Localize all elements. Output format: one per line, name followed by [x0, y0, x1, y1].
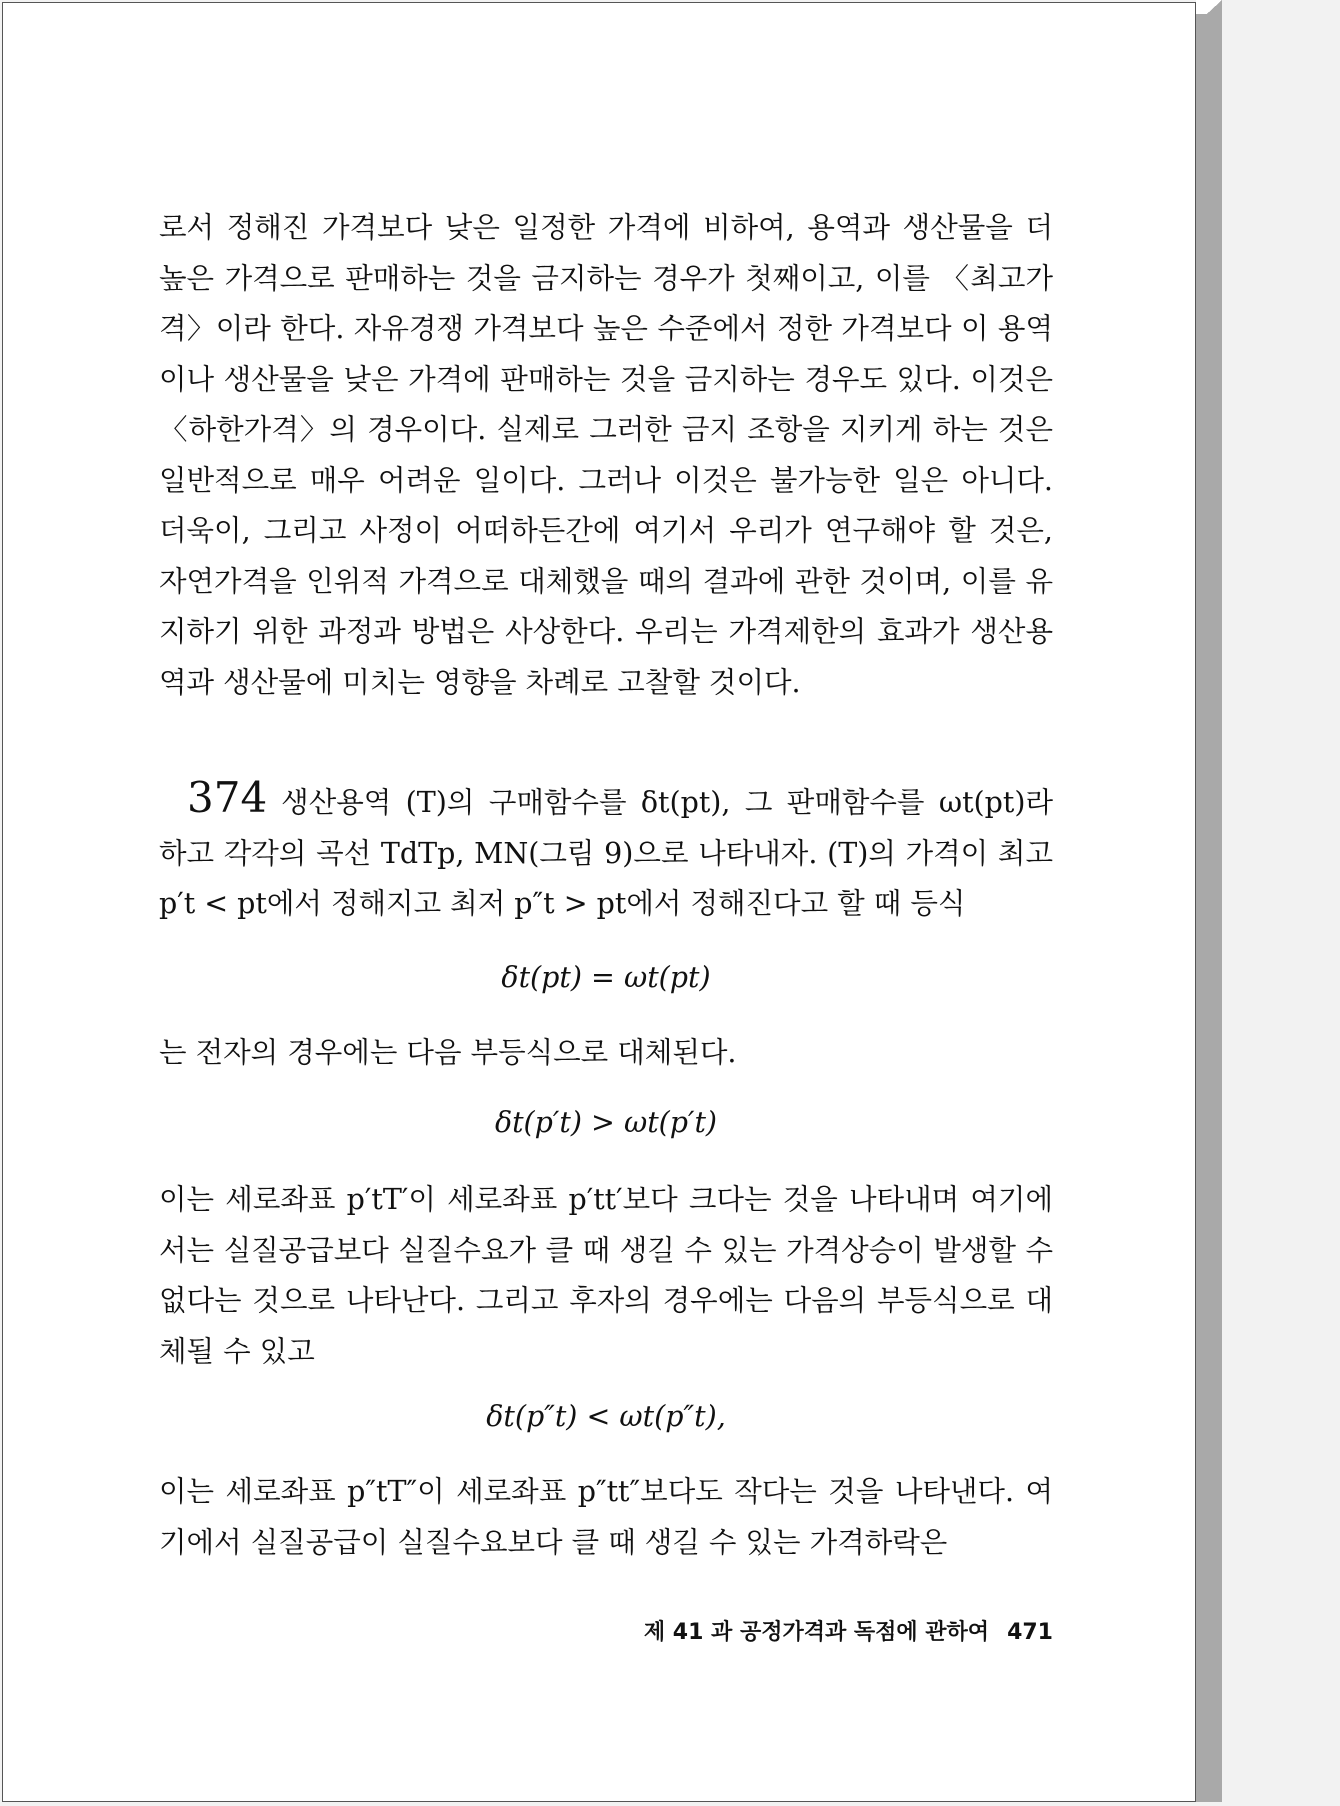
page-shadow	[1196, 14, 1222, 1802]
section-number: 374	[187, 773, 268, 822]
paragraph-3: 이는 세로좌표 p′tT′이 세로좌표 p′tt′보다 크다는 것을 나타내며 여기에서는 실질공급보다 실질수요가 클 때 생길 수 있는 가격상승이 발생할 수 없다는 것으로 나타난다. 그리고 후자의 경우에는 다음의 부등식으로 대체될 수 있고	[159, 1183, 1053, 1368]
page-footer	[159, 1615, 1053, 1651]
paragraph-374	[159, 773, 1053, 930]
running-chapter-title: 제 41 과 공정가격과 독점에 관하여	[643, 1620, 990, 1645]
paragraph-374-text: 생산용역 (T)의 구매함수를 δt(pt), 그 판매함수를 ωt(pt)라 하고 각각의 곡선 TdTp, MN(그림 9)으로 나타내자. (T)의 가격이 최고 p′t < pt에서 정해지고 최저 p″t > pt에서 정해진다고 할 때 등식	[159, 786, 1053, 920]
equation-1: δt(pt) = ωt(pt)	[501, 961, 711, 994]
equation-2: δt(p′t) > ωt(p′t)	[494, 1106, 718, 1139]
paragraph-1: 로서 정해진 가격보다 낮은 일정한 가격에 비하여, 용역과 생산물을 더 높은 가격으로 판매하는 것을 금지하는 경우가 첫째이고, 이를 〈최고가격〉이라 한다. 자유경쟁 가격보다 높은 수준에서 정한 가격보다 이 용역이나 생산물을 낮은 가격에 판매하는 것을 금지하는 경우도 있다. 이것은 〈하한가격〉의 경우이다. 실제로 그러한 금지 조항을 지키게 하는 것은 일반적으로 매우 어려운 일이다. 그러나 이것은 불가능한 일은 아니다. 더욱이, 그리고 사정이 어떠하든간에 여기서 우리가 연구해야 할 것은, 자연가격을 인위적 가격으로 대체했을 때의 결과에 관한 것이며, 이를 유지하기 위한 과정과 방법은 사상한다. 우리는 가격제한의 효과가 생산용역과 생산물에 미치는 영향을 차례로 고찰할 것이다.	[159, 211, 1053, 699]
page-number: 471	[1007, 1620, 1053, 1645]
text-after-equation-1: 는 전자의 경우에는 다음 부등식으로 대체된다.	[159, 1036, 737, 1069]
equation-3: δt(p″t) < ωt(p″t),	[486, 1400, 726, 1433]
paragraph-4: 이는 세로좌표 p″tT″이 세로좌표 p″tt″보다도 작다는 것을 나타낸다. 여기에서 실질공급이 실질수요보다 클 때 생길 수 있는 가격하락은	[159, 1475, 1053, 1559]
book-page	[2, 2, 1196, 1802]
